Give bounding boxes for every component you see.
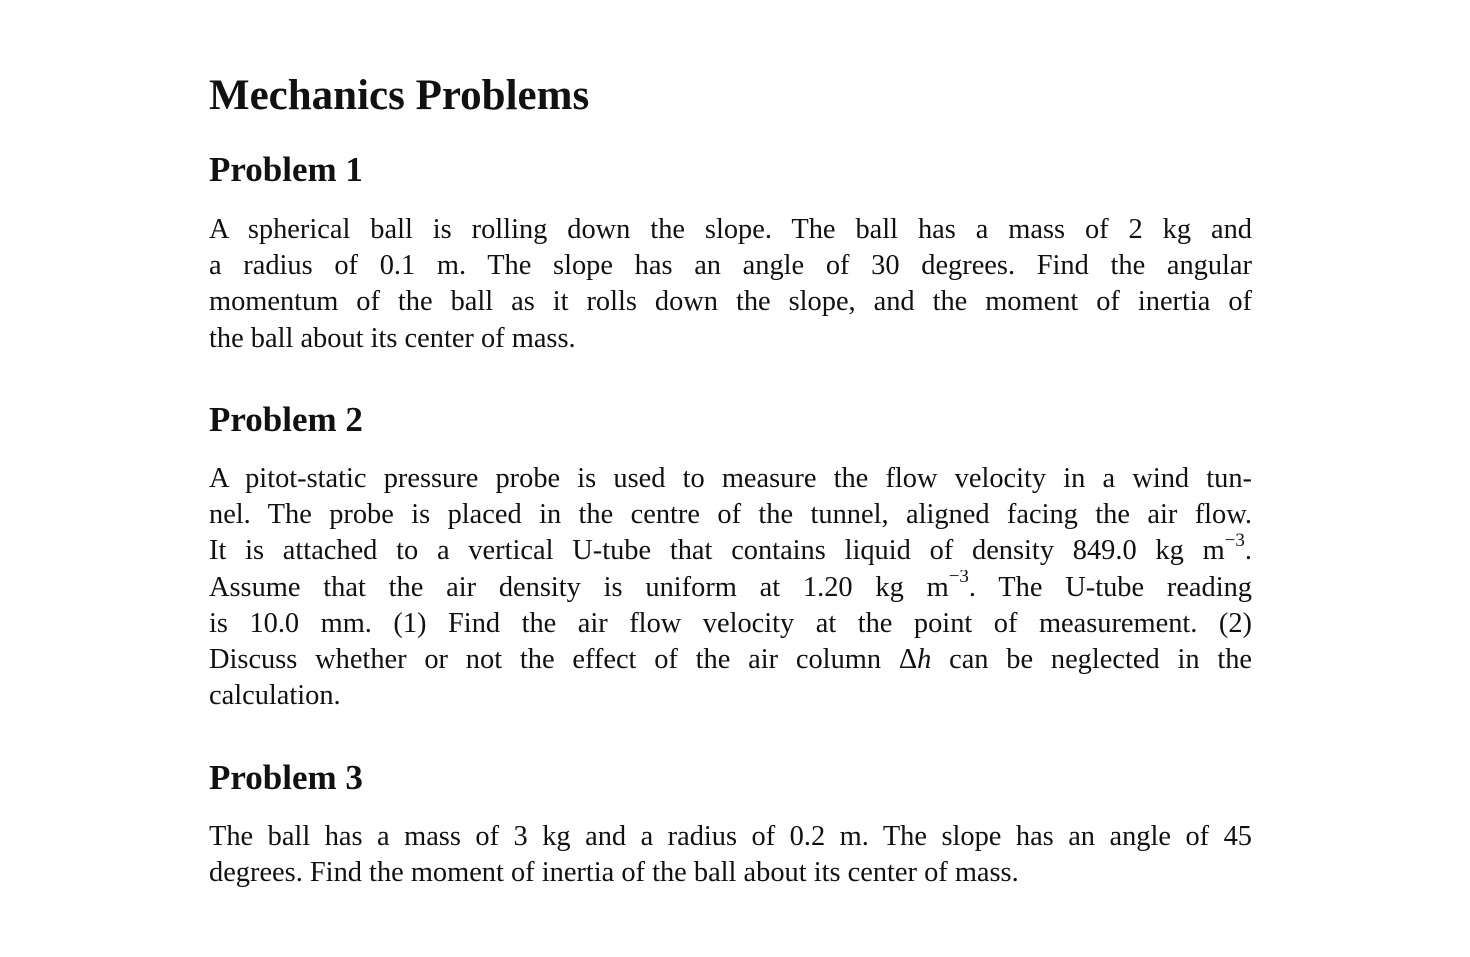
problem-1-line-4: the ball about its center of mass. xyxy=(209,322,576,354)
problem-1-heading: Problem 1 xyxy=(209,150,363,189)
problem-2-line-2: nel. The probe is placed in the centre of the tunnel, aligned facing the air flow. xyxy=(209,499,1252,531)
air-column-text: Discuss whether or not the effect of the air column Δ xyxy=(209,643,918,675)
problem-1-line-3: momentum of the ball as it rolls down the slope, and the moment of inertia of xyxy=(209,286,1252,318)
problem-3-heading: Problem 3 xyxy=(209,758,363,797)
problem-2-line-7: calculation. xyxy=(209,680,341,712)
liquid-density-text: It is attached to a vertical U-tube that contains liquid of density 849.0 kg m xyxy=(209,535,1225,567)
unit-exponent: −3 xyxy=(948,569,969,588)
problem-1-text xyxy=(209,212,1252,357)
line-end-punctuation: . xyxy=(1244,535,1252,567)
utube-reading-text: . The U-tube reading xyxy=(968,571,1252,603)
problem-2-line-5: is 10.0 mm. (1) Find the air flow velocity at the point of measurement. (2) xyxy=(209,607,1252,639)
problem-2-line-1: A pitot-static pressure probe is used to measure the flow velocity in a wind tun- xyxy=(209,463,1252,494)
problem-1-line-1: A spherical ball is rolling down the slope. The ball has a mass of 2 kg and xyxy=(209,214,1252,245)
problem-2-line-3 xyxy=(209,533,1252,569)
problem-3-line-2: degrees. Find the moment of inertia of the ball about its center of mass. xyxy=(209,857,1019,889)
unit-exponent: −3 xyxy=(1224,533,1245,551)
document-title: Mechanics Problems xyxy=(209,72,590,119)
problem-3-line-1: The ball has a mass of 3 kg and a radius of 0.2 m. The slope has an angle of 45 xyxy=(209,821,1252,852)
problem-2-text xyxy=(209,461,1252,714)
problem-2-line-6 xyxy=(209,642,1252,678)
air-density-text: Assume that the air density is uniform at 1.20 kg m xyxy=(209,571,949,603)
delta-h-variable: h xyxy=(917,643,932,675)
problem-2-line-4 xyxy=(209,570,1252,606)
problem-3-text xyxy=(209,819,1252,891)
air-column-text-end: can be neglected in the xyxy=(931,643,1252,675)
problem-1-line-2: a radius of 0.1 m. The slope has an angle of 30 degrees. Find the angular xyxy=(209,250,1252,282)
problem-2-heading: Problem 2 xyxy=(209,400,363,439)
